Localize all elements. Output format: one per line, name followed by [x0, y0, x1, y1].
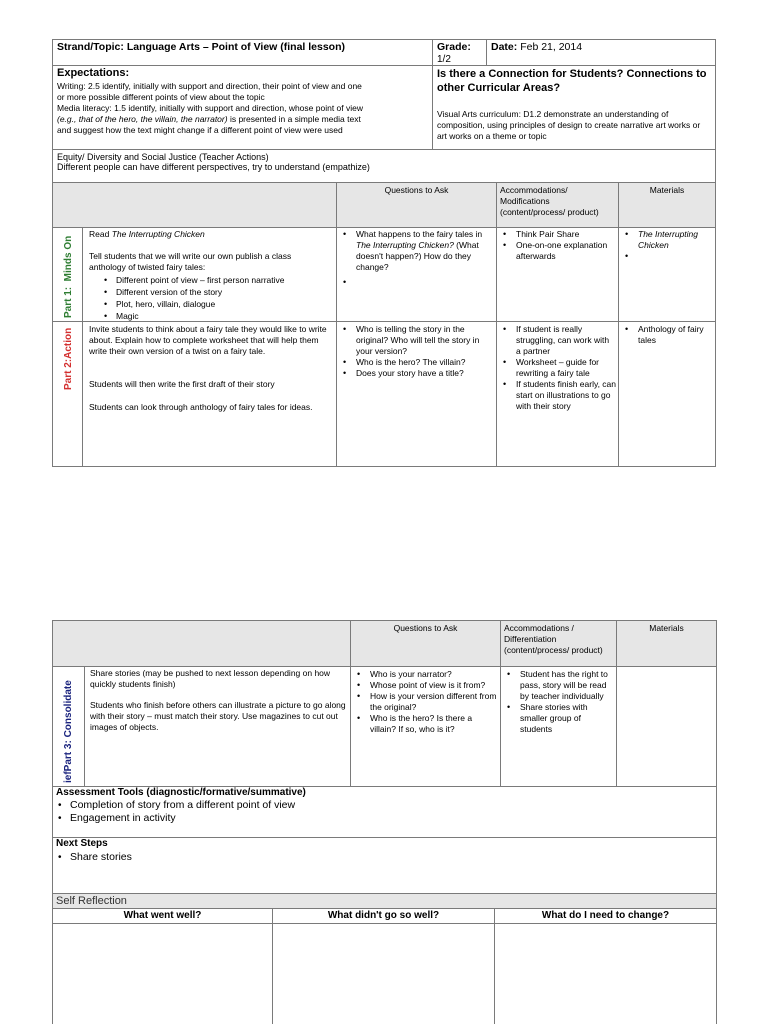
part3-share: Share stories (may be pushed to next lesson depending on how quickly students finish) [90, 668, 331, 689]
accommodations-column-header: Accommodations / Differentiation (content/process/ product) [504, 623, 603, 655]
expectations-heading: Expectations: [57, 67, 130, 79]
materials-column-header: Materials [649, 623, 684, 633]
connection-heading: Is there a Connection for Students? Connections to other Curricular Areas? [437, 68, 707, 94]
list-item [622, 251, 712, 262]
connection-text: Visual Arts curriculum: D1.2 demonstrate an understanding of composition, using principles of design to create narrative art works or art works on a theme or topic [437, 109, 701, 141]
materials-column-header: Materials [649, 185, 685, 195]
part1-questions [340, 229, 490, 288]
self-reflection-heading: Self Reflection [56, 895, 127, 907]
list-item: • The Interrupting Chicken [622, 229, 712, 251]
list-item: • Worksheet – guide for rewriting a fairy tale [500, 357, 616, 379]
list-item: • Engagement in activity [56, 812, 656, 825]
list-item [340, 277, 490, 288]
part2-materials [622, 324, 712, 346]
part2-draft: Students will then write the first draft of their story [89, 379, 275, 389]
list-item: • What happens to the fairy tales in The Interrupting Chicken? (What doesn't happen?) How do they change? [340, 229, 490, 273]
list-item: • Whose point of view is it from? [354, 680, 498, 691]
strand-topic: Strand/Topic: Language Arts – Point of View (final lesson) [57, 41, 346, 53]
accommodations-column-header: Accommodations/ Modifications (content/process/ product) [500, 185, 599, 217]
list-item: • Completion of story from a different point of view [56, 799, 656, 812]
list-item: • Share stories with smaller group of students [504, 702, 614, 735]
list-item: • If students finish early, can start on illustrations to go with their story [500, 379, 616, 412]
list-item: • Who is the hero? Is there a villain? If so, who is it? [354, 713, 498, 735]
grade-label: Grade: [437, 41, 471, 53]
list-item: • Who is the hero? The villain? [340, 357, 494, 368]
expectations-text: Writing: 2.5 identify, initially with support and direction, their point of view and one or more possible different points of view about the topic Media literacy: 1.5 identify, initially with support and direction, whose point of view (e.g., that of the hero, the villain, the narrator) is presented in a simple media text and suggest how the text might change if a different point of view were used [57, 81, 363, 135]
reflect-need-change: What do I need to change? [541, 910, 670, 921]
part1-tell: Tell students that we will write our own publish a class anthology of twisted fairy tales: [89, 251, 292, 272]
part1-accommodations [500, 229, 612, 262]
reflect-went-well: What went well? [123, 910, 202, 921]
list-item: • If student is really struggling, can work with a partner [500, 324, 616, 357]
list-item: • Plot, hero, villain, dialogue [96, 298, 332, 310]
assessment-heading: Assessment Tools (diagnostic/formative/summative) [56, 787, 306, 798]
part2-label: Part 2:Action [63, 327, 74, 390]
list-item: • Different version of the story [96, 286, 332, 298]
part2-accommodations [500, 324, 616, 412]
list-item: • Who is telling the story in the original? Who will tell the story in your version? [340, 324, 494, 357]
list-item: • Who is your narrator? [354, 669, 498, 680]
list-item: • Student has the right to pass, story will be read by teacher individually [504, 669, 614, 702]
questions-column-header: Questions to Ask [393, 623, 458, 633]
equity-text: Different people can have different perspectives, try to understand (empathize) [57, 162, 370, 172]
reflect-didnt-go-well: What didn't go so well? [327, 910, 440, 921]
grade-value: 1/2 [437, 54, 451, 65]
part3-questions [354, 669, 498, 735]
equity-heading: Equity/ Diversity and Social Justice (Teacher Actions) [57, 152, 269, 162]
part2-invite: Invite students to think about a fairy tale they would like to write about. Explain how to complete worksheet that will help them write their own version of a twist on a fairy tale. [89, 324, 327, 356]
lesson-date: Date: Feb 21, 2014 [491, 41, 583, 53]
part1-list [96, 274, 332, 322]
part2-look: Students can look through anthology of fairy tales for ideas. [89, 402, 313, 412]
questions-column-header: Questions to Ask [384, 185, 449, 195]
list-item: • Share stories [56, 851, 656, 864]
part3-label: iefPart 3: Consolidate [63, 680, 74, 783]
next-steps-list [56, 851, 656, 864]
assessment-list [56, 799, 656, 825]
part1-label: Part 1: Minds On [63, 235, 74, 318]
list-item: • Think Pair Share [500, 229, 612, 240]
part2-questions [340, 324, 494, 379]
part3-accommodations [504, 669, 614, 735]
list-item: • How is your version different from the original? [354, 691, 498, 713]
list-item: • Anthology of fairy tales [622, 324, 712, 346]
list-item: • Does your story have a title? [340, 368, 494, 379]
next-steps-heading: Next Steps [56, 838, 108, 849]
part3-illustrate: Students who finish before others can illustrate a picture to go along with their story – must match their story. Use magazines to cut out images of objects. [90, 700, 346, 732]
list-item: • Different point of view – first person narrative [96, 274, 332, 286]
list-item: • One-on-one explanation afterwards [500, 240, 612, 262]
part1-read: Read The Interrupting Chicken [89, 229, 205, 239]
part1-materials [622, 229, 712, 262]
list-item: • Magic [96, 310, 332, 322]
